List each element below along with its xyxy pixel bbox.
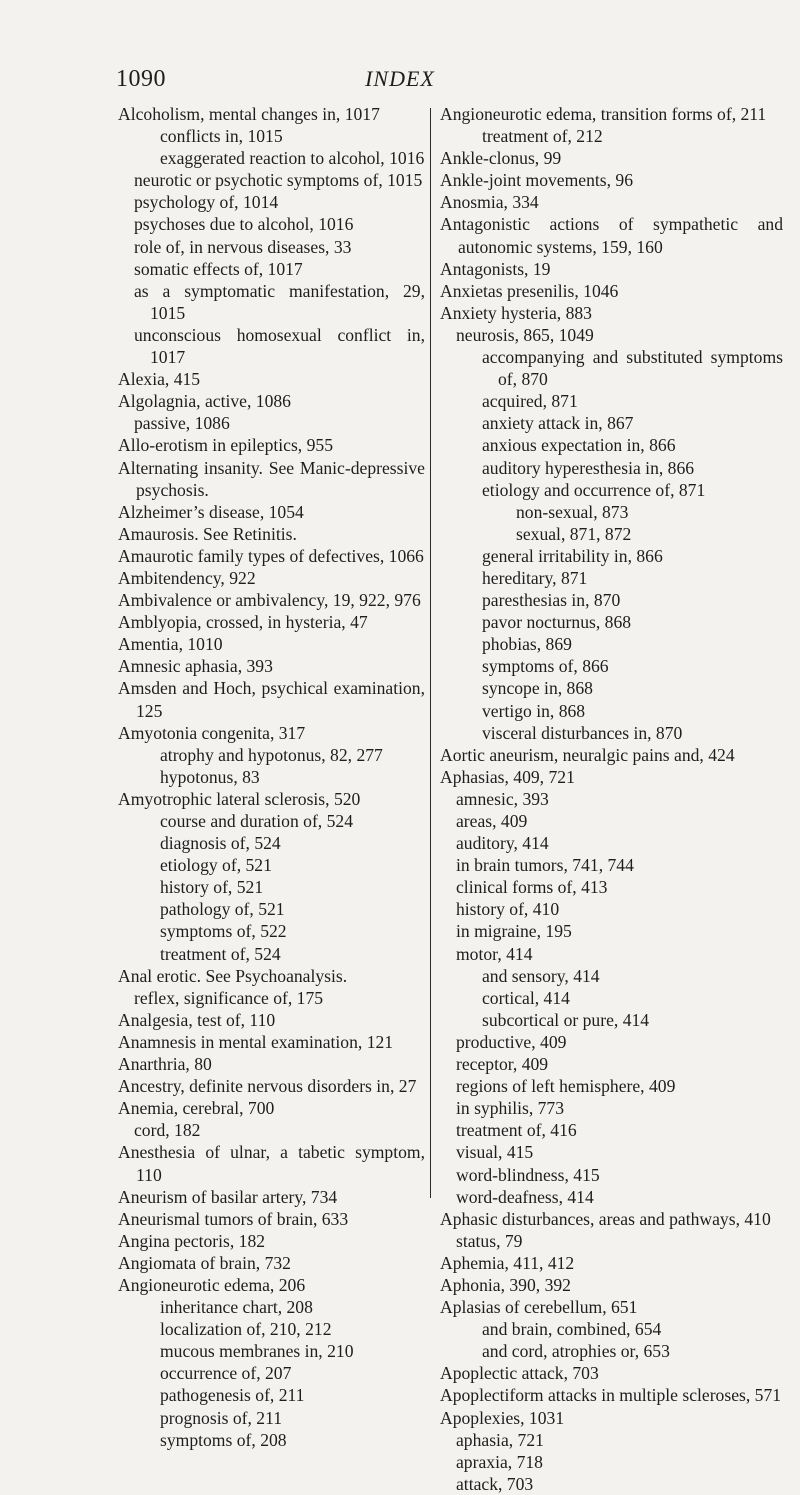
index-subentry: treatment of, 524 <box>160 943 281 964</box>
index-entry: Amaurosis. See Retinitis. <box>118 523 297 544</box>
index-subentry: cortical, 414 <box>482 987 570 1008</box>
index-entry: Amblyopia, crossed, in hysteria, 47 <box>118 612 368 633</box>
index-entry: Angioneurotic edema, 206 <box>118 1274 306 1295</box>
index-entry: Ankle-joint movements, 96 <box>440 170 634 191</box>
index-entry: Ankle-clonus, 99 <box>440 148 562 169</box>
index-entry: Alcoholism, mental changes in, 1017 <box>118 104 380 124</box>
index-subentry: prognosis of, 211 <box>160 1407 283 1428</box>
index-entry: Amsden and Hoch, psychical examination, 125 <box>118 678 425 721</box>
index-subentry: vertigo in, 868 <box>482 700 586 721</box>
index-entry: Apoplexies, 1031 <box>440 1407 565 1428</box>
index-subentry: history of, 521 <box>160 877 264 898</box>
index-entry: Aphemia, 411, 412 <box>440 1252 575 1273</box>
index-subentry: passive, 1086 <box>134 413 230 434</box>
index-subentry: in syphilis, 773 <box>456 1098 565 1119</box>
index-subentry: symptoms of, 866 <box>482 656 609 677</box>
index-subentry: acquired, 871 <box>482 391 578 412</box>
index-entry: Angiomata of brain, 732 <box>118 1252 291 1273</box>
index-entry: Angioneurotic edema, transition forms of, 211 <box>440 104 767 124</box>
index-entry: Aphasic disturbances, areas and pathways, 410 <box>440 1208 771 1229</box>
index-subentry: subcortical or pure, 414 <box>482 1009 650 1030</box>
index-subentry: syncope in, 868 <box>482 678 593 699</box>
index-subentry: treatment of, 212 <box>482 126 603 147</box>
index-entry: Antagonistic actions of sympathetic and autonomic systems, 159, 160 <box>440 214 783 257</box>
index-subentry: symptoms of, 208 <box>160 1429 287 1450</box>
index-entry: Aneurismal tumors of brain, 633 <box>118 1208 349 1229</box>
index-entry: Amentia, 1010 <box>118 634 223 655</box>
index-subentry: unconscious homosexual conflict in, 1017 <box>134 324 425 368</box>
index-subentry: mucous membranes in, 210 <box>160 1341 354 1362</box>
index-entry: Ambivalence or ambivalency, 19, 922, 976 <box>118 590 421 611</box>
page-header <box>0 66 800 96</box>
index-subentry: etiology of, 521 <box>160 855 272 876</box>
index-subentry: sexual, 871, 872 <box>516 523 632 544</box>
index-subentry: symptoms of, 522 <box>160 921 287 942</box>
index-subentry: neurosis, 865, 1049 <box>456 324 594 345</box>
index-entry: Aphonia, 390, 392 <box>440 1274 571 1295</box>
index-subentry: reflex, significance of, 175 <box>134 987 324 1008</box>
index-subentry: regions of left hemisphere, 409 <box>456 1076 676 1097</box>
index-entry: Alternating insanity. See Manic-depressive psychosis. <box>118 457 425 500</box>
index-subentry: clinical forms of, 413 <box>456 877 608 898</box>
index-subentry: motor, 414 <box>456 943 533 964</box>
index-subentry: status, 79 <box>456 1230 523 1251</box>
index-subentry: visceral disturbances in, 870 <box>482 722 683 743</box>
index-subentry: history of, 410 <box>456 899 560 920</box>
column-divider <box>430 108 431 1198</box>
index-subentry: somatic effects of, 1017 <box>134 258 303 279</box>
index-subentry: atrophy and hypotonus, 82, 277 <box>160 744 383 765</box>
index-entry: Allo-erotism in epileptics, 955 <box>118 435 333 456</box>
index-entry: Anal erotic. See Psychoanalysis. <box>118 965 348 986</box>
index-entry: Anosmia, 334 <box>440 192 539 213</box>
index-subentry: paresthesias in, 870 <box>482 590 621 611</box>
index-subentry: pathogenesis of, 211 <box>160 1385 305 1406</box>
index-column-left <box>118 103 425 1451</box>
index-subentry: phobias, 869 <box>482 634 572 655</box>
index-entry: Anxiety hysteria, 883 <box>440 302 592 323</box>
index-entry: Aphasias, 409, 721 <box>440 766 575 787</box>
index-subentry: localization of, 210, 212 <box>160 1319 332 1340</box>
index-subentry: anxious expectation in, 866 <box>482 435 676 456</box>
index-subentry: occurrence of, 207 <box>160 1363 292 1384</box>
index-subentry: areas, 409 <box>456 811 528 831</box>
index-subentry: treatment of, 416 <box>456 1120 577 1141</box>
index-subentry: neurotic or psychotic symptoms of, 1015 <box>134 170 423 191</box>
index-entry: Alexia, 415 <box>118 369 201 390</box>
index-entry: Amyotonia congenita, 317 <box>118 722 306 743</box>
index-entry: Ancestry, definite nervous disorders in, 27 <box>118 1076 417 1097</box>
index-subentry: etiology and occurrence of, 871 <box>482 479 706 500</box>
index-entry: Alzheimer’s disease, 1054 <box>118 501 304 522</box>
index-subentry: anxiety attack in, 867 <box>482 413 634 434</box>
index-entry: Anemia, cerebral, 700 <box>118 1098 275 1119</box>
index-subentry: role of, in nervous diseases, 33 <box>134 236 352 257</box>
index-subentry: hypotonus, 83 <box>160 766 260 787</box>
index-entry: Ambitendency, 922 <box>118 567 256 588</box>
index-subentry: productive, 409 <box>456 1031 567 1052</box>
index-subentry: pathology of, 521 <box>160 899 285 920</box>
index-subentry: general irritability in, 866 <box>482 545 663 566</box>
index-subentry: pavor nocturnus, 868 <box>482 612 632 633</box>
index-entry: Angina pectoris, 182 <box>118 1230 266 1251</box>
running-head: INDEX <box>365 66 435 91</box>
index-subentry: inheritance chart, 208 <box>160 1297 313 1318</box>
index-subentry: psychology of, 1014 <box>134 192 279 213</box>
index-entry: Aortic aneurism, neuralgic pains and, 424 <box>440 744 735 765</box>
index-entry: Anxietas presenilis, 1046 <box>440 280 619 301</box>
index-subentry: non-sexual, 873 <box>516 501 629 522</box>
index-subentry: cord, 182 <box>134 1120 201 1141</box>
index-entry: Antagonists, 19 <box>440 258 551 279</box>
index-entry: Anarthria, 80 <box>118 1054 212 1075</box>
index-subentry: course and duration of, 524 <box>160 811 353 831</box>
index-subentry: and cord, atrophies or, 653 <box>482 1341 670 1362</box>
index-subentry: and brain, combined, 654 <box>482 1319 662 1340</box>
index-subentry: as a symptomatic manifestation, 29, 1015 <box>134 280 425 323</box>
index-subentry: word-blindness, 415 <box>456 1164 600 1185</box>
index-subentry: auditory hyperesthesia in, 866 <box>482 457 695 478</box>
index-subentry: diagnosis of, 524 <box>160 833 281 854</box>
index-subentry: in brain tumors, 741, 744 <box>456 855 634 876</box>
index-entry: Amaurotic family types of defectives, 1066 <box>118 545 424 566</box>
index-subentry: exaggerated reaction to alcohol, 1016 <box>160 148 425 169</box>
index-subentry: conflicts in, 1015 <box>160 126 283 147</box>
index-subentry: word-deafness, 414 <box>456 1186 594 1207</box>
index-entry: Amnesic aphasia, 393 <box>118 656 273 677</box>
index-column-right <box>440 103 783 1495</box>
index-entry: Aneurism of basilar artery, 734 <box>118 1186 338 1207</box>
index-entry: Anamnesis in mental examination, 121 <box>118 1031 394 1052</box>
index-subentry: receptor, 409 <box>456 1054 549 1075</box>
index-subentry: amnesic, 393 <box>456 788 549 809</box>
index-subentry: aphasia, 721 <box>456 1429 544 1450</box>
index-entry: Anesthesia of ulnar, a tabetic symptom, 110 <box>118 1142 425 1185</box>
index-subentry: accompanying and substituted symptoms of, 870 <box>482 347 783 390</box>
index-subentry: attack, 703 <box>456 1473 534 1494</box>
page-number: 1090 <box>116 66 166 92</box>
index-entry: Apoplectiform attacks in multiple scleroses, 571 <box>440 1385 782 1406</box>
index-subentry: visual, 415 <box>456 1142 534 1163</box>
index-subentry: in migraine, 195 <box>456 921 572 942</box>
index-entry: Analgesia, test of, 110 <box>118 1009 276 1030</box>
index-entry: Aplasias of cerebellum, 651 <box>440 1297 638 1318</box>
index-subentry: auditory, 414 <box>456 833 549 854</box>
index-subentry: and sensory, 414 <box>482 965 600 986</box>
index-entry: Algolagnia, active, 1086 <box>118 391 291 412</box>
index-subentry: hereditary, 871 <box>482 567 588 588</box>
index-entry: Apoplectic attack, 703 <box>440 1363 599 1384</box>
index-entry: Amyotrophic lateral sclerosis, 520 <box>118 788 361 809</box>
index-subentry: apraxia, 718 <box>456 1451 543 1472</box>
index-subentry: psychoses due to alcohol, 1016 <box>134 214 354 235</box>
